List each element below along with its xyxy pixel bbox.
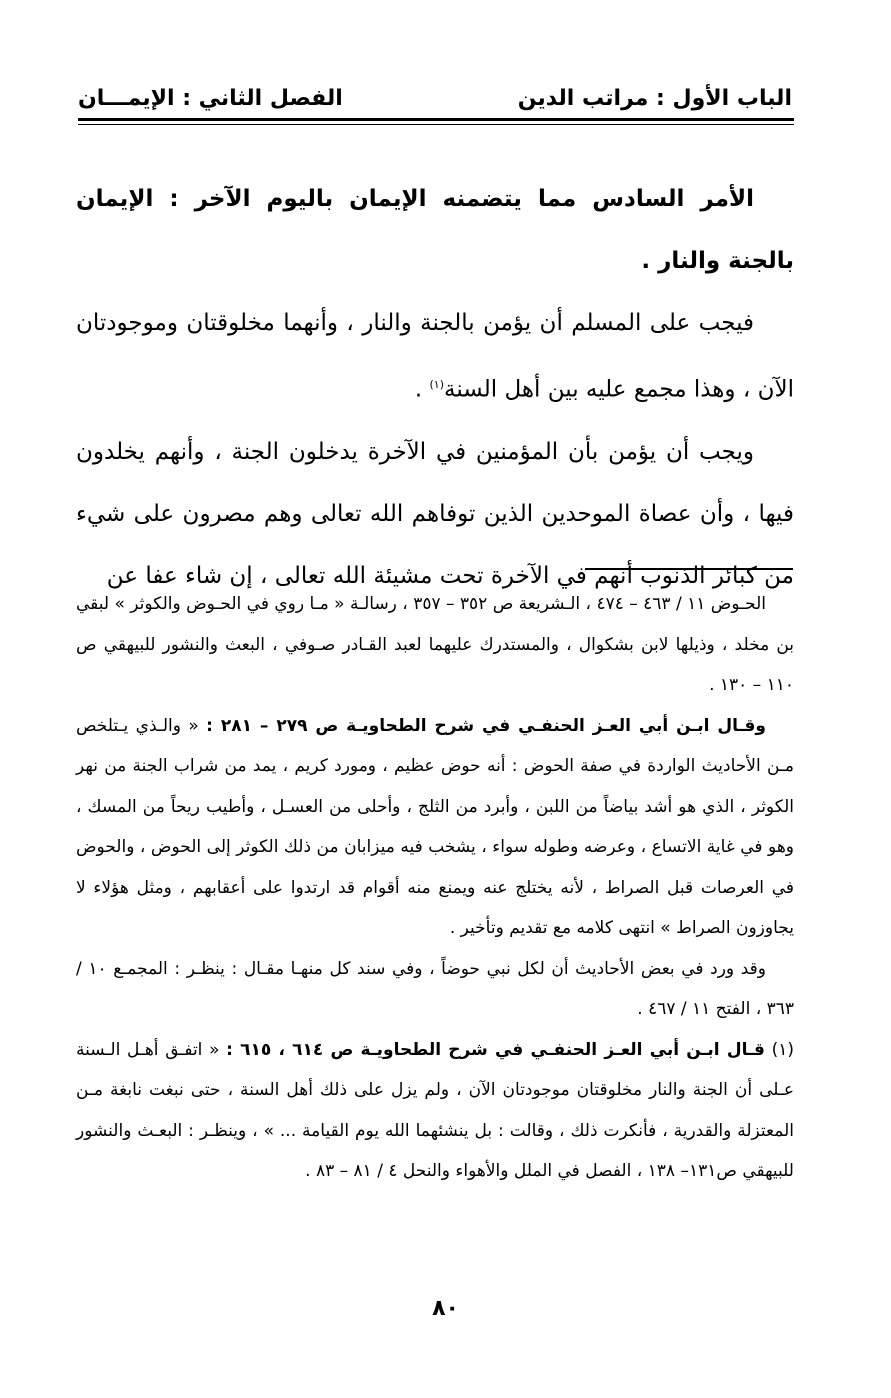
footnote-1-lead: قـال ابـن أبي العـز الحنفـي في شرح الطحاويـة ص ٦١٤ ، ٦١٥ : bbox=[226, 1039, 765, 1060]
page-number: ٨٠ bbox=[432, 1296, 459, 1321]
footnote-1 bbox=[76, 1030, 794, 1192]
header-divider-thin bbox=[78, 124, 794, 125]
footnote-1-body: « اتفـق أهـل الـسنة عـلى أن الجنة والنار مخلوقتان موجودتان الآن ، ولم يزل على ذلك أهل السنة ، حتى نبغت نابغة مـن المعتزلة والقدرية ، فأنكرت ذلك ، وقالت : بل ينشئهما الله يوم القيامة ... » ، وينظـر : البعـث والنشور للبيهقي ص١٣١– ١٣٨ ، الفصل في الملل والأهواء والنحل ٤ / ٨١ – ٨٣ . bbox=[76, 1039, 794, 1181]
paragraph-2: ويجب أن يؤمن بأن المؤمنين في الآخرة يدخلون الجنة ، وأنهم يخلدون فيها ، وأن عصاة الموحدين الذين توفاهم الله تعالى وهم مصرون على شيء من كبائر الذنوب أنهم في الآخرة تحت مشيئة الله تعالى ، إن شاء عفا عن bbox=[76, 438, 794, 589]
paragraph-1-text: فيجب على المسلم أن يؤمن بالجنة والنار ، وأنهما مخلوقتان وموجودتان الآن ، وهذا مجمع عليه بين أهل السنة bbox=[76, 310, 794, 403]
footnote-continued-2-lead: وقـال ابـن أبي العـز الحنفـي في شرح الطحاويـة ص ٢٧٩ – ٢٨١ : bbox=[206, 715, 766, 736]
header-chapter-title: الباب الأول : مراتب الدين bbox=[517, 85, 792, 111]
footnote-continued-2 bbox=[76, 706, 794, 949]
header-section-title: الفصل الثاني : الإيمـــان bbox=[78, 85, 343, 111]
footnote-continued-1: الحـوض ١١ / ٤٦٣ – ٤٧٤ ، الـشريعة ص ٣٥٢ – ٣٥٧ ، رسالـة « مـا روي في الحـوض والكوثر » لبقي بن مخلد ، وذيلها لابن بشكوال ، والمستدرك عليهما لعبد القـادر صـوفي ، البعث والنشور للبيهقي ص ١١٠ – ١٣٠ . bbox=[76, 594, 794, 695]
footnote-separator bbox=[585, 568, 793, 570]
header-divider-thick bbox=[78, 118, 794, 121]
footnote-1-number: (١) bbox=[771, 1039, 795, 1060]
paragraph-1 bbox=[76, 292, 794, 421]
main-text bbox=[76, 168, 794, 607]
footnotes bbox=[76, 584, 794, 1192]
footnote-continued-2-body: « والـذي يـتلخص مـن الأحاديث الواردة في صفة الحوض : أنه حوض عظيم ، ومورد كريم ، يمد من شراب الجنة من نهر الكوثر ، الذي هو أشد بياضاً من اللبن ، وأبرد من الثلج ، وأحلى من العسـل ، وأطيب ريحاً من المسك ، وهو في غاية الاتساع ، وعرضه وطوله سواء ، يشخب فيه ميزابان من ذلك الكوثر إلى الحوض ، والحوض في العرصات قبل الصراط ، لأنه يختلج عنه ويمنع منه أقوام قد ارتدوا على أعقابهم ، ومثل هؤلاء لا يجاوزون الصراط » انتهى كلامه مع تقديم وتأخير . bbox=[76, 715, 794, 938]
paragraph-1-end: . bbox=[414, 376, 430, 403]
section-heading: الأمر السادس مما يتضمنه الإيمان باليوم الآخر : الإيمان بالجنة والنار . bbox=[76, 186, 794, 274]
footnote-continued-3: وقد ورد في بعض الأحاديث أن لكل نبي حوضاً ، وفي سند كل منهـا مقـال : ينظـر : المجمـع ١٠ / ٣٦٣ ، الفتح ١١ / ٤٦٧ . bbox=[76, 958, 794, 1019]
running-header bbox=[78, 80, 792, 116]
footnote-ref-1[interactable]: (١) bbox=[429, 378, 444, 391]
